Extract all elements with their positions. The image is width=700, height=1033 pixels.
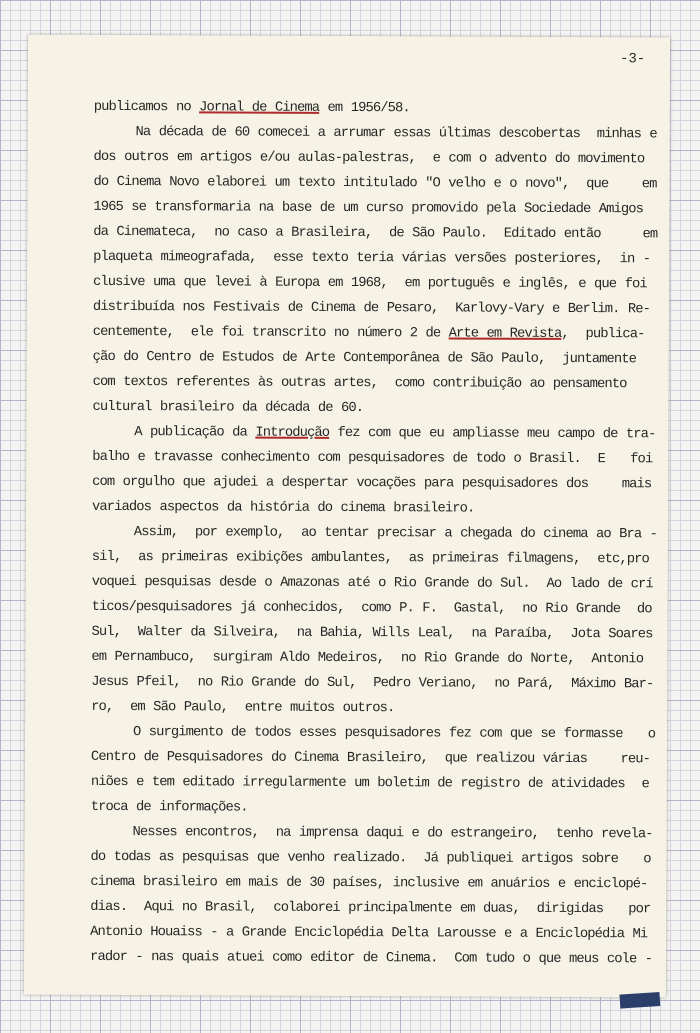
text-segment: Nesses encontros, na imprensa daqui e do estrangeiro, tenho revela- bbox=[90, 824, 653, 843]
text-line bbox=[90, 870, 660, 897]
text-segment: sil, as primeiras exibições ambulantes, as primeiras filmagens, etc,pro bbox=[91, 549, 649, 568]
text-segment: Sul, Walter da Silveira, na Bahia, Wills Leal, na Paraíba, Jota Soares bbox=[91, 624, 653, 643]
text-line bbox=[93, 170, 663, 197]
text-line bbox=[94, 120, 664, 147]
text-segment: da Cinemateca, no caso a Brasileira, de São Paulo. Editado então em bbox=[93, 224, 658, 243]
text-segment: distribuída nos Festivais de Cinema de Pesaro, Karlovy-Vary e Berlim. Re- bbox=[92, 299, 651, 318]
text-line bbox=[93, 270, 663, 297]
text-segment: do Cinema Novo elaborei um texto intitulado "O velho e o novo", que em bbox=[93, 174, 657, 193]
text-line bbox=[93, 220, 663, 247]
paragraph bbox=[90, 820, 661, 972]
text-line bbox=[92, 545, 662, 572]
text-line bbox=[90, 920, 660, 947]
text-segment: dias. Aqui no Brasil, colaborei principalmente em duas, dirigidas por bbox=[90, 899, 651, 918]
text-line bbox=[92, 495, 662, 522]
text-line bbox=[93, 370, 663, 397]
text-segment: Assim, por exemplo, ao tentar precisar a chegada do cinema ao Bra - bbox=[91, 524, 658, 543]
text-segment: niões e tem editado irregularmente um boletim de registro de atividades e bbox=[90, 774, 649, 793]
text-segment: ticos/pesquisadores já conhecidos, como P. F. Gastal, no Rio Grande do bbox=[91, 599, 652, 618]
text-segment: O surgimento de todos esses pesquisadores fez com que se formasse o bbox=[91, 724, 656, 743]
text-segment: ção do Centro de Estudos de Arte Contemporânea de São Paulo, juntamente bbox=[92, 349, 637, 368]
text-line bbox=[93, 195, 663, 222]
text-segment: em 1956/58. bbox=[319, 100, 410, 117]
text-segment: 1965 se transformaria na base de um curso promovido pela Sociedade Amigos bbox=[93, 199, 644, 218]
text-line bbox=[91, 820, 661, 847]
text-line bbox=[92, 520, 662, 547]
paper-tear-mark bbox=[619, 992, 660, 1009]
text-line bbox=[92, 445, 662, 472]
underlined-title: Jornal de Cinema bbox=[199, 100, 320, 116]
text-segment: Jesus Pfeil, no Rio Grande do Sul, Pedro Veriano, no Pará, Máximo Bar- bbox=[91, 674, 654, 693]
text-line bbox=[92, 595, 662, 622]
text-segment: publicamos no bbox=[93, 99, 200, 116]
text-segment: clusive uma que levei à Europa em 1968, em português e inglês, e que foi bbox=[92, 274, 647, 293]
text-segment: fez com que eu ampliasse meu campo de tra- bbox=[329, 425, 656, 443]
text-segment: centemente, ele foi transcrito no número 2 de bbox=[92, 324, 449, 342]
text-line bbox=[90, 845, 660, 872]
text-line bbox=[91, 620, 661, 647]
text-line bbox=[92, 395, 662, 422]
text-line bbox=[92, 470, 662, 497]
text-segment: troca de informações. bbox=[90, 799, 248, 816]
text-segment: rador - nas quais atuei como editor de Cinema. Com tudo o que meus cole - bbox=[90, 949, 653, 968]
body-text bbox=[90, 95, 664, 972]
text-segment: Centro de Pesquisadores do Cinema Brasileiro, que realizou várias reu- bbox=[90, 749, 651, 768]
text-segment: em Pernambuco, surgiram Aldo Medeiros, no Rio Grande do Norte, Antonio bbox=[91, 649, 644, 668]
text-line bbox=[93, 345, 663, 372]
text-segment: cinema brasileiro em mais de 30 países, inclusive em anuários e enciclopé- bbox=[90, 874, 648, 893]
text-line bbox=[92, 570, 662, 597]
text-segment: plaqueta mimeografada, esse texto teria várias versões posteriores, in - bbox=[93, 249, 651, 268]
text-line bbox=[93, 320, 663, 347]
text-segment: Na década de 60 comecei a arrumar essas últimas descobertas minhas e bbox=[93, 124, 657, 143]
text-line bbox=[91, 795, 661, 822]
text-segment: balho e travasse conhecimento com pesquisadores de todo o Brasil. E foi bbox=[92, 449, 653, 468]
text-segment: Antonio Houaiss - a Grande Enciclopédia Delta Larousse e a Enciclopédia Mi bbox=[90, 924, 648, 943]
document-page bbox=[24, 35, 670, 998]
text-segment: com orgulho que ajudei a despertar vocações para pesquisadores dos mais bbox=[92, 474, 652, 493]
text-segment: voquei pesquisas desde o Amazonas até o Rio Grande do Sul. Ao lado de crí bbox=[91, 574, 653, 593]
text-line bbox=[91, 745, 661, 772]
text-segment: ro, em São Paulo, entre muitos outros. bbox=[91, 699, 395, 717]
text-segment: , publica- bbox=[561, 326, 645, 343]
text-line bbox=[90, 895, 660, 922]
text-segment: cultural brasileiro da década de 60. bbox=[92, 399, 364, 417]
text-line bbox=[91, 670, 661, 697]
paragraph bbox=[92, 120, 663, 422]
text-segment: dos outros em artigos e/ou aulas-palestras, e com o advento do movimento bbox=[93, 149, 645, 168]
underlined-title: Arte em Revista bbox=[448, 326, 562, 342]
paragraph bbox=[94, 95, 664, 122]
text-segment: com textos referentes às outras artes, como contribuição ao pensamento bbox=[92, 374, 627, 393]
text-line bbox=[90, 945, 660, 972]
text-line bbox=[93, 245, 663, 272]
page-number: -3- bbox=[619, 51, 646, 68]
text-line bbox=[93, 295, 663, 322]
underlined-title: Introdução bbox=[255, 425, 330, 441]
text-line bbox=[94, 95, 664, 122]
paragraph bbox=[92, 420, 662, 522]
text-line bbox=[91, 720, 661, 747]
text-segment: do todas as pesquisas que venho realizado. Já publiquei artigos sobre o bbox=[90, 849, 651, 868]
text-line bbox=[92, 420, 662, 447]
text-line bbox=[91, 695, 661, 722]
text-segment: variados aspectos da história do cinema brasileiro. bbox=[92, 499, 475, 517]
paragraph bbox=[91, 520, 662, 722]
text-line bbox=[91, 770, 661, 797]
paragraph bbox=[91, 720, 661, 822]
text-line bbox=[94, 145, 664, 172]
text-line bbox=[91, 645, 661, 672]
text-segment: A publicação da bbox=[92, 424, 256, 441]
